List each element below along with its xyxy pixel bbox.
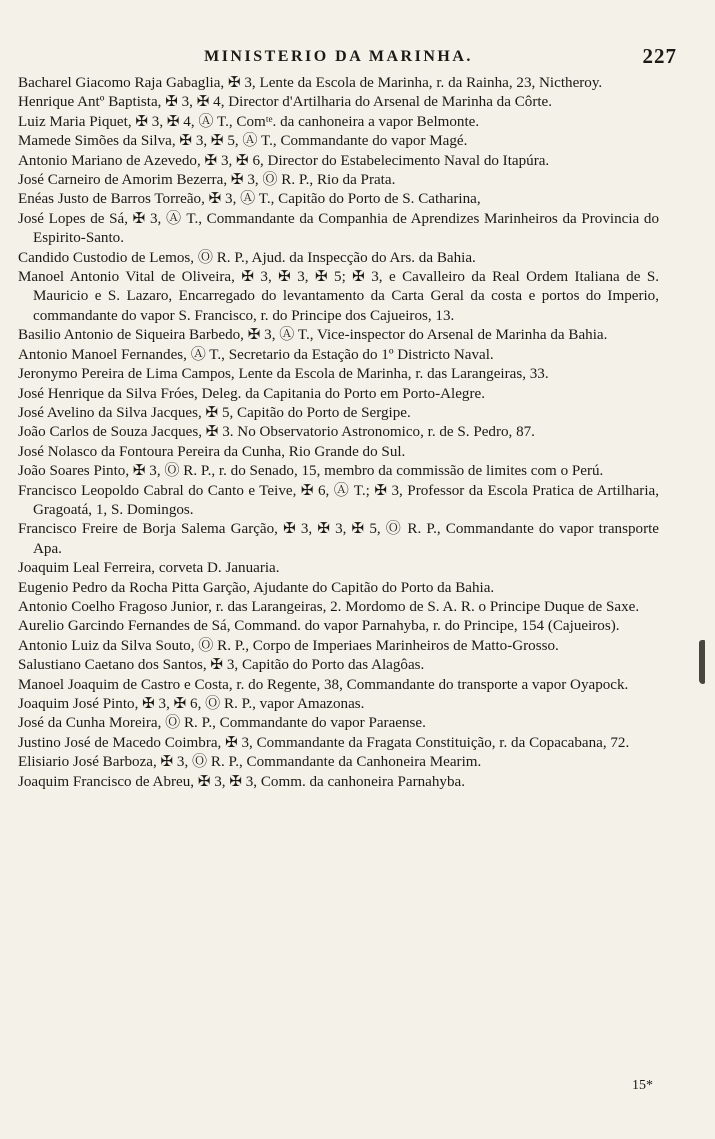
officer-entry — [18, 773, 659, 792]
officer-entry — [18, 462, 659, 481]
officer-entry — [18, 74, 659, 93]
officer-list — [18, 74, 659, 792]
officer-entry — [18, 326, 659, 345]
officer-entry-text: Francisco Leopoldo Cabral do Canto e Teive, ✠ 6, Ⓐ T.; ✠ 3, Professor da Escola Pratica de Artilharia, Gragoatá, 1, S. Domingos. — [18, 482, 659, 518]
officer-entry — [18, 423, 659, 442]
officer-entry-text: Manoel Joaquim de Castro e Costa, r. do Regente, 38, Commandante do transporte a vapor Oyapock. — [18, 676, 629, 693]
officer-entry — [18, 365, 659, 384]
officer-entry — [18, 113, 659, 132]
officer-entry — [18, 210, 659, 249]
officer-entry — [18, 656, 659, 675]
officer-entry-text: Aurelio Garcindo Fernandes de Sá, Command. do vapor Parnahyba, r. do Principe, 154 (Cajueiros). — [18, 618, 620, 635]
officer-entry-text: Mamede Simões da Silva, ✠ 3, ✠ 5, Ⓐ T., Commandante do vapor Magé. — [18, 133, 468, 150]
officer-entry-text: Antonio Mariano de Azevedo, ✠ 3, ✠ 6, Director do Estabelecimento Naval do Itapúra. — [18, 152, 550, 169]
officer-entry — [18, 637, 659, 656]
running-title: MINISTERIO DA MARINHA. — [204, 48, 473, 65]
officer-entry-text: Henrique Antº Baptista, ✠ 3, ✠ 4, Director d'Artilharia do Arsenal de Marinha da Côrte. — [18, 94, 553, 111]
officer-entry — [18, 346, 659, 365]
officer-entry-text: Enéas Justo de Barros Torreão, ✠ 3, Ⓐ T., Capitão do Porto de S. Catharina, — [18, 191, 481, 208]
officer-entry — [18, 734, 659, 753]
officer-entry-text: Luiz Maria Piquet, ✠ 3, ✠ 4, Ⓐ T., Comᵗᵉ. da canhoneira a vapor Belmonte. — [18, 113, 480, 130]
officer-entry — [18, 190, 659, 209]
officer-entry — [18, 385, 659, 404]
officer-entry — [18, 152, 659, 171]
officer-entry-text: Eugenio Pedro da Rocha Pitta Garção, Ajudante do Capitão do Porto da Bahia. — [18, 579, 495, 596]
officer-entry — [18, 404, 659, 423]
officer-entry — [18, 753, 659, 772]
officer-entry — [18, 617, 659, 636]
officer-entry-text: João Soares Pinto, ✠ 3, Ⓞ R. P., r. do Senado, 15, membro da commissão de limites com o Perú. — [18, 463, 604, 480]
officer-entry-text: Jeronymo Pereira de Lima Campos, Lente da Escola de Marinha, r. das Larangeiras, 33. — [18, 366, 549, 383]
officer-entry — [18, 268, 659, 326]
officer-entry — [18, 171, 659, 190]
officer-entry-text: José Henrique da Silva Fróes, Deleg. da Capitania do Porto em Porto-Alegre. — [18, 385, 485, 402]
page-header — [18, 40, 677, 74]
officer-entry — [18, 714, 659, 733]
officer-entry-text: José Nolasco da Fontoura Pereira da Cunha, Rio Grande do Sul. — [18, 443, 406, 460]
officer-entry-text: José Carneiro de Amorim Bezerra, ✠ 3, Ⓞ R. P., Rio da Prata. — [18, 172, 396, 189]
officer-entry-text: Elisiario José Barboza, ✠ 3, Ⓞ R. P., Commandante da Canhoneira Mearim. — [18, 754, 482, 771]
margin-ink-mark — [699, 640, 705, 684]
officer-entry — [18, 676, 659, 695]
officer-entry — [18, 249, 659, 268]
officer-entry — [18, 579, 659, 598]
officer-entry — [18, 482, 659, 521]
officer-entry — [18, 132, 659, 151]
officer-entry-text: Candido Custodio de Lemos, Ⓞ R. P., Ajud. da Inspecção do Ars. da Bahia. — [18, 249, 476, 266]
officer-entry-text: Joaquim Leal Ferreira, corveta D. Januaria. — [18, 560, 280, 577]
officer-entry-text: Joaquim Francisco de Abreu, ✠ 3, ✠ 3, Comm. da canhoneira Parnahyba. — [18, 773, 465, 790]
officer-entry-text: Basilio Antonio de Siqueira Barbedo, ✠ 3, Ⓐ T., Vice-inspector do Arsenal de Marinha da Bahia. — [18, 327, 608, 344]
officer-entry-text: José Avelino da Silva Jacques, ✠ 5, Capitão do Porto de Sergipe. — [18, 404, 411, 421]
officer-entry-text: José da Cunha Moreira, Ⓞ R. P., Commandante do vapor Paraense. — [18, 715, 426, 732]
officer-entry — [18, 598, 659, 617]
officer-entry-text: Bacharel Giacomo Raja Gabaglia, ✠ 3, Lente da Escola de Marinha, r. da Rainha, 23, Nictheroy. — [18, 75, 603, 91]
printer-signature: 15* — [632, 1078, 653, 1093]
officer-entry-text: Salustiano Caetano dos Santos, ✠ 3, Capitão do Porto das Alagôas. — [18, 657, 425, 674]
page-number: 227 — [642, 44, 677, 68]
officer-entry-text: João Carlos de Souza Jacques, ✠ 3. No Observatorio Astronomico, r. de S. Pedro, 87. — [18, 424, 535, 441]
officer-entry-text: Joaquim José Pinto, ✠ 3, ✠ 6, Ⓞ R. P., vapor Amazonas. — [18, 696, 365, 712]
officer-entry-text: Antonio Coelho Fragoso Junior, r. das Larangeiras, 2. Mordomo de S. A. R. o Principe Duque de Saxe. — [18, 598, 640, 615]
officer-entry — [18, 520, 659, 559]
officer-entry — [18, 559, 659, 578]
officer-entry-text: Antonio Luiz da Silva Souto, Ⓞ R. P., Corpo de Imperiaes Marinheiros de Matto-Grosso. — [18, 637, 559, 654]
officer-entry — [18, 443, 659, 462]
officer-entry-text: José Lopes de Sá, ✠ 3, Ⓐ T., Commandante da Companhia de Aprendizes Marinheiros da Provincia do Espirito-Santo. — [18, 210, 659, 247]
officer-entry-text: Francisco Freire de Borja Salema Garção, ✠ 3, ✠ 3, ✠ 5, Ⓞ R. P., Commandante do vapor transporte Apa. — [18, 521, 659, 557]
officer-entry — [18, 695, 659, 714]
officer-entry — [18, 93, 659, 112]
officer-entry-text: Antonio Manoel Fernandes, Ⓐ T., Secretario da Estação do 1º Districto Naval. — [18, 346, 494, 363]
officer-entry-text: Manoel Antonio Vital de Oliveira, ✠ 3, ✠ 3, ✠ 5; ✠ 3, e Cavalleiro da Real Ordem Italiana de S. Mauricio e S. Lazaro, Encarregado do levantamento da Carta Geral da costa e portos do Imperio, commandante do vapor S. Francisco, r. do Principe dos Cajueiros, 13. — [18, 269, 659, 324]
officer-entry-text: Justino José de Macedo Coimbra, ✠ 3, Commandante da Fragata Constituição, r. da Copacabana, 72. — [18, 734, 630, 751]
